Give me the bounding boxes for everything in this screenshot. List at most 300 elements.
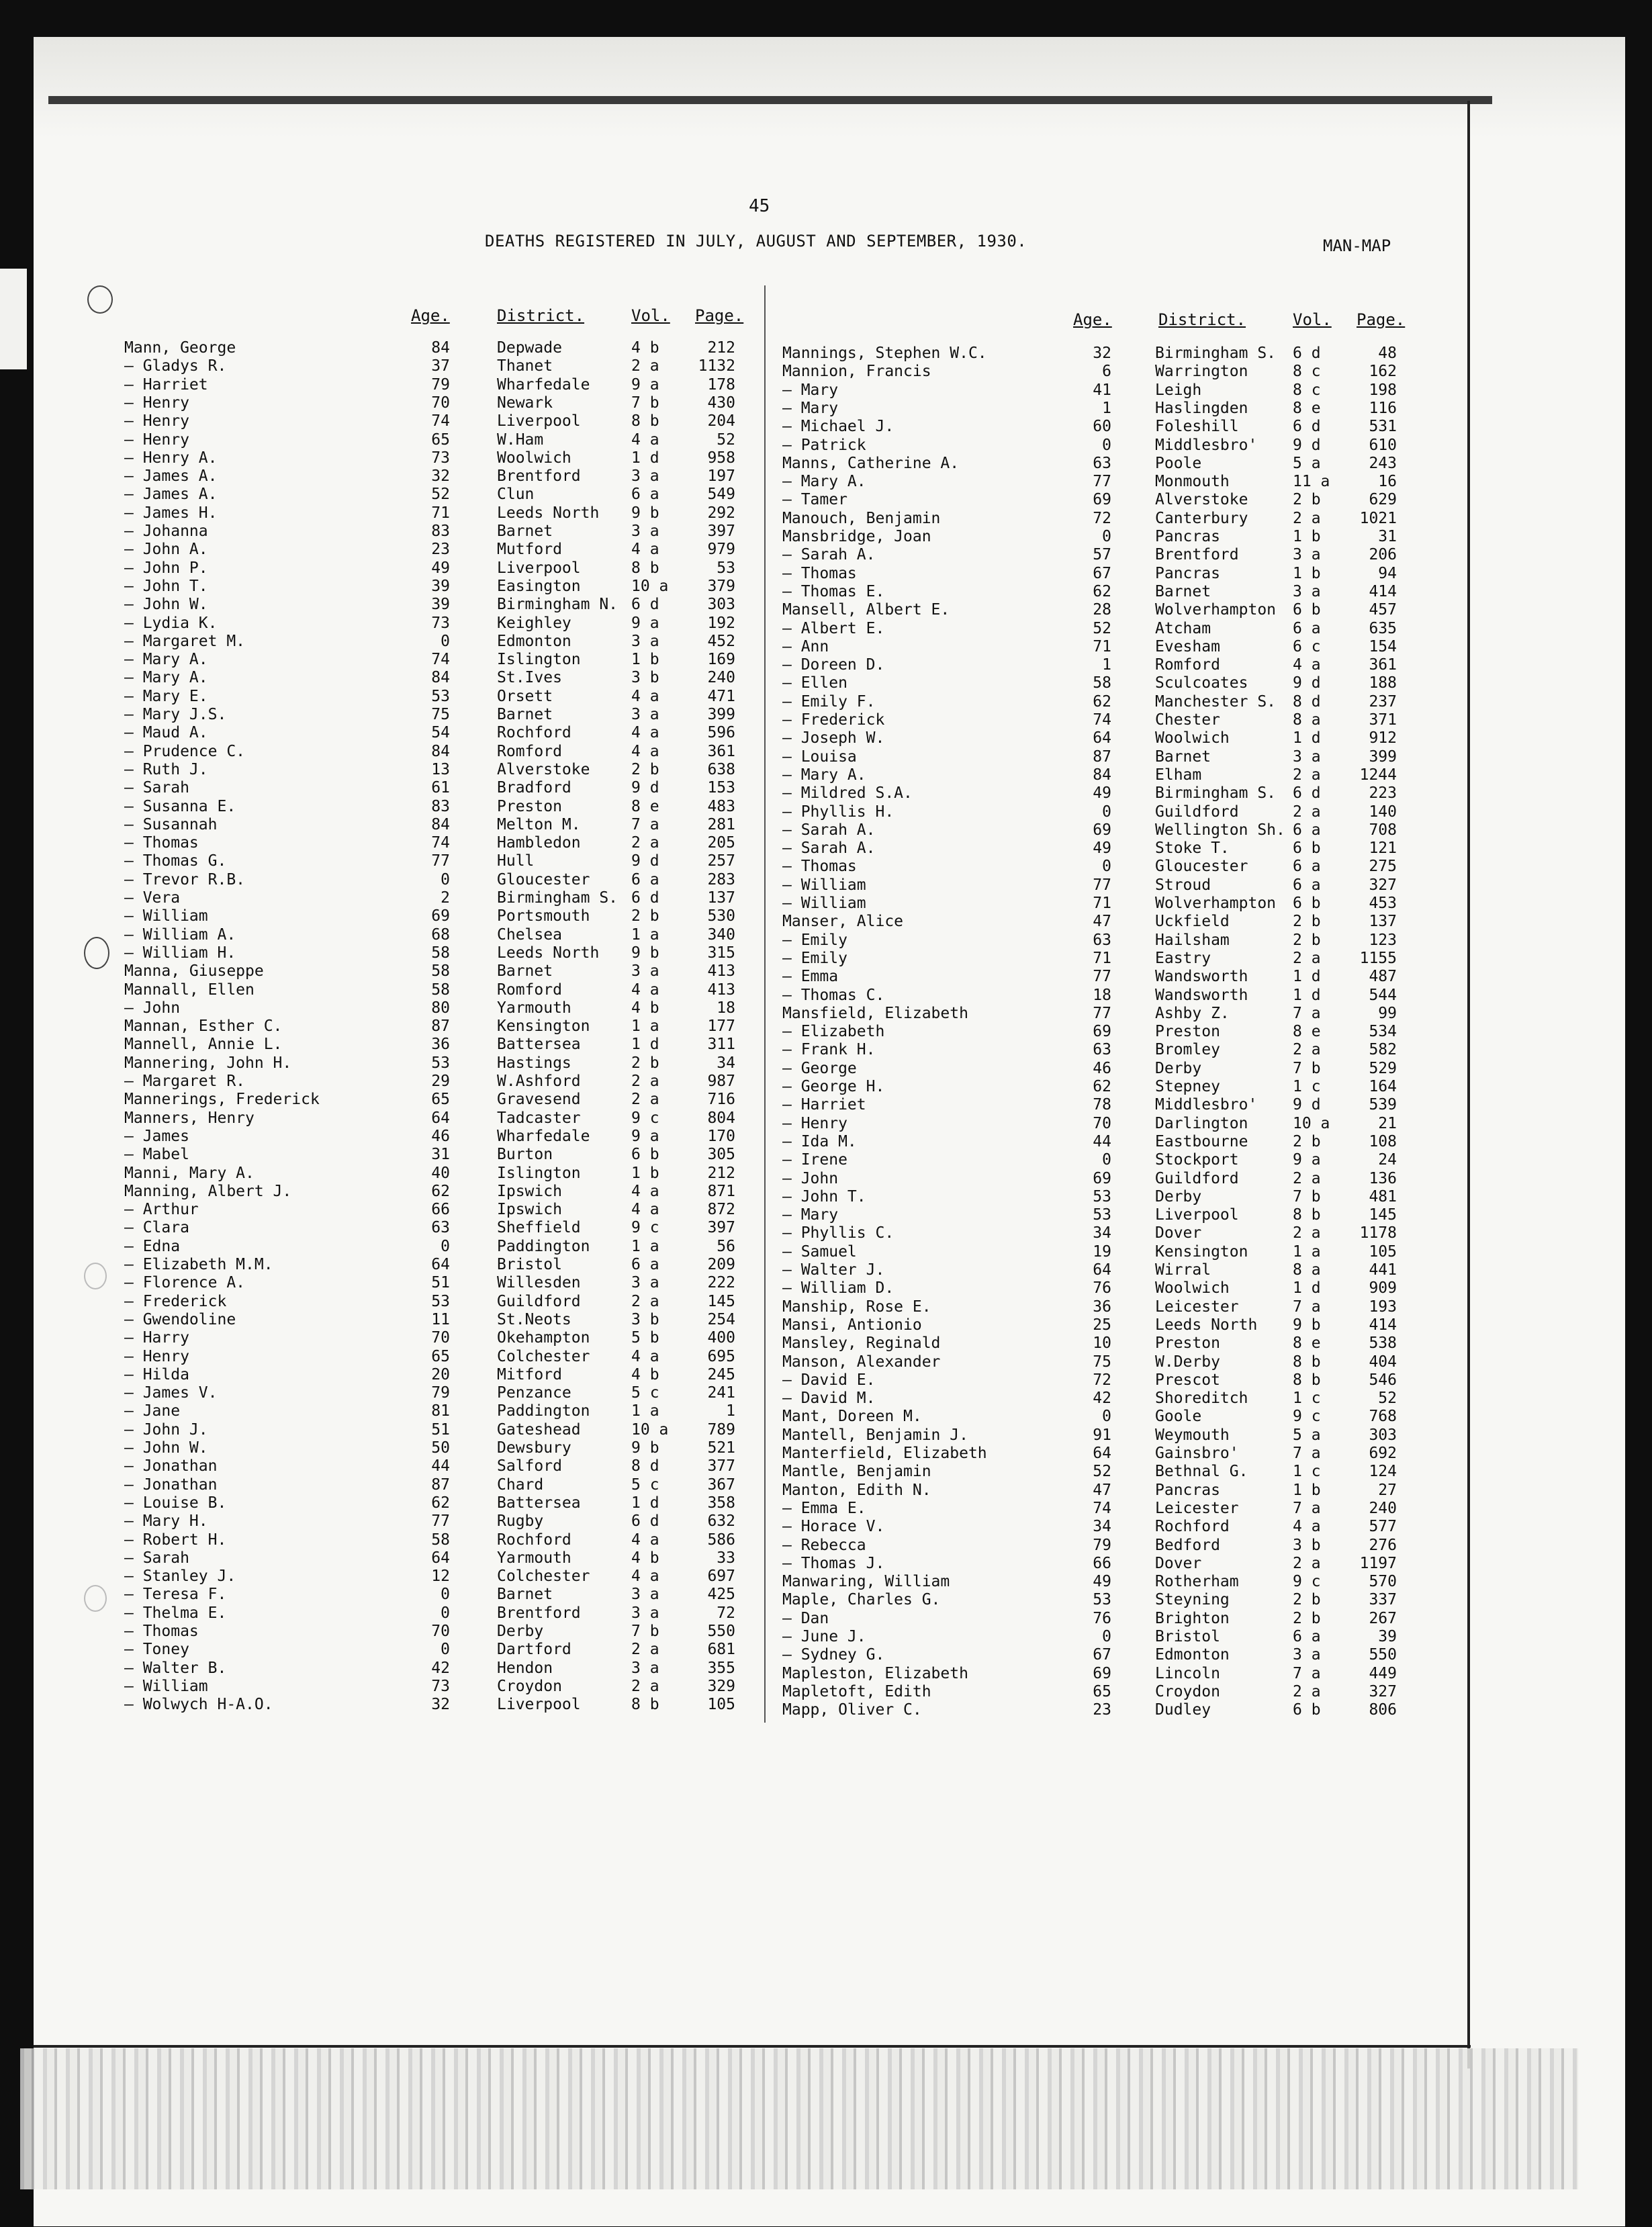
entry-age: 79 xyxy=(431,1384,450,1402)
entry-page: 154 xyxy=(1369,637,1397,655)
entry-age: 1 xyxy=(1102,656,1111,674)
entry-age: 41 xyxy=(1093,381,1111,399)
page-title: DEATHS REGISTERED IN JULY, AUGUST AND SEPTEMBER, 1930. xyxy=(485,232,1027,251)
entry-name: Mapp, Oliver C. xyxy=(782,1701,922,1719)
entry-vol: 6 a xyxy=(1293,858,1321,876)
entry-district: Gravesend xyxy=(497,1091,581,1109)
entry-district: Guildford xyxy=(497,1292,581,1310)
entry-name: — John T. xyxy=(782,1187,866,1206)
entry-name: Manning, Albert J. xyxy=(124,1182,292,1200)
entry-name: — George xyxy=(782,1059,857,1077)
entry-district: Easington xyxy=(497,577,581,595)
entry-vol: 8 a xyxy=(1293,1261,1321,1279)
entry-vol: 2 a xyxy=(631,357,659,375)
entry-age: 0 xyxy=(1102,1628,1111,1645)
entry-age: 19 xyxy=(1093,1242,1111,1261)
entry-vol: 8 e xyxy=(1293,399,1321,417)
entry-name: — Louise B. xyxy=(124,1494,227,1512)
entry-age: 87 xyxy=(431,1475,450,1494)
entry-age: 87 xyxy=(431,1017,450,1036)
entry-district: Edmonton xyxy=(497,632,571,650)
entry-name: — Teresa F. xyxy=(124,1586,227,1604)
entry-age: 0 xyxy=(441,1586,450,1604)
entry-name: — Hilda xyxy=(124,1365,189,1383)
entry-age: 72 xyxy=(1093,509,1111,527)
entry-vol: 8 b xyxy=(631,559,659,577)
entry-name: Manwaring, William xyxy=(782,1573,950,1591)
entry-vol: 8 b xyxy=(1293,1206,1321,1224)
entry-district: Orsett xyxy=(497,687,553,705)
entry-vol: 6 b xyxy=(1293,895,1321,912)
entry-age: 53 xyxy=(431,1292,450,1310)
entry-name: — Prudence C. xyxy=(124,742,246,760)
entry-district: Wirral xyxy=(1155,1261,1211,1279)
entry-vol: 3 a xyxy=(1293,1646,1321,1664)
entry-vol: 8 e xyxy=(631,797,659,815)
entry-district: Wandsworth xyxy=(1155,986,1248,1004)
binding-hole xyxy=(84,1585,107,1612)
entry-age: 78 xyxy=(1093,1096,1111,1114)
entry-vol: 2 a xyxy=(1293,1554,1321,1572)
entry-district: Rochford xyxy=(497,1531,571,1549)
entry-name: Manns, Catherine A. xyxy=(782,454,960,472)
entry-district: Stockport xyxy=(1155,1151,1239,1169)
entry-district: Wharfedale xyxy=(497,375,590,394)
entry-district: Islington xyxy=(497,1164,581,1182)
entry-page: 1197 xyxy=(1359,1554,1397,1572)
entry-age: 87 xyxy=(1093,747,1111,766)
entry-age: 75 xyxy=(431,706,450,723)
entry-district: Yarmouth xyxy=(497,1549,571,1567)
entry-age: 44 xyxy=(1093,1132,1111,1150)
entry-vol: 11 a xyxy=(1293,473,1330,491)
entry-vol: 7 a xyxy=(631,815,659,833)
entry-vol: 1 a xyxy=(631,925,659,944)
entry-page: 872 xyxy=(707,1201,735,1219)
entry-age: 32 xyxy=(1093,345,1111,362)
entry-name: Mannell, Annie L. xyxy=(124,1036,283,1054)
entry-name: — Patrick xyxy=(782,436,866,454)
entry-vol: 2 a xyxy=(631,834,659,852)
entry-page: 430 xyxy=(707,394,735,412)
entry-page: 48 xyxy=(1378,345,1397,362)
entry-page: 212 xyxy=(707,1164,735,1182)
entry-age: 49 xyxy=(1093,784,1111,803)
entry-district: Pancras xyxy=(1155,1481,1220,1499)
entry-name: Mannerings, Frederick xyxy=(124,1091,320,1109)
entry-name: Manterfield, Elizabeth xyxy=(782,1445,987,1462)
entry-vol: 2 b xyxy=(631,1054,659,1072)
entry-vol: 6 c xyxy=(1293,637,1321,655)
entry-page: 31 xyxy=(1378,528,1397,545)
entry-name: — Elizabeth M.M. xyxy=(124,1256,273,1273)
entry-page: 27 xyxy=(1378,1481,1397,1499)
entry-district: Birmingham S. xyxy=(1155,345,1277,362)
entry-name: — Emma xyxy=(782,968,839,986)
entry-district: Birmingham S. xyxy=(497,889,618,907)
entry-district: W.Derby xyxy=(1155,1353,1220,1371)
entry-district: Brighton xyxy=(1155,1609,1230,1627)
binding-hole xyxy=(84,1263,107,1289)
entry-page: 281 xyxy=(707,815,735,833)
entry-vol: 2 b xyxy=(1293,491,1321,509)
entry-page: 355 xyxy=(707,1659,735,1677)
entry-district: Middlesbro' xyxy=(1155,436,1258,454)
entry-district: Brentford xyxy=(497,1604,581,1622)
right-header-district: District. xyxy=(1158,310,1246,329)
entry-district: Rotherham xyxy=(1155,1573,1239,1591)
column-divider xyxy=(764,285,766,1723)
entry-vol: 2 a xyxy=(631,1677,659,1695)
entry-name: — John P. xyxy=(124,559,208,577)
entry-page: 358 xyxy=(707,1494,735,1512)
entry-page: 379 xyxy=(707,577,735,595)
entry-vol: 7 b xyxy=(1293,1187,1321,1206)
entry-district: Birmingham S. xyxy=(1155,784,1277,803)
entry-age: 76 xyxy=(1093,1609,1111,1627)
entry-name: — Toney xyxy=(124,1641,189,1659)
entry-vol: 1 c xyxy=(1293,1463,1321,1481)
entry-name: Manton, Edith N. xyxy=(782,1481,931,1499)
entry-district: Wolverhampton xyxy=(1155,601,1277,619)
entry-page: 209 xyxy=(707,1256,735,1273)
entry-page: 453 xyxy=(1369,895,1397,912)
entry-vol: 4 a xyxy=(631,1531,659,1549)
entry-age: 69 xyxy=(1093,1169,1111,1187)
entry-age: 0 xyxy=(441,1641,450,1659)
entry-district: Romford xyxy=(1155,656,1220,674)
entry-vol: 8 a xyxy=(1293,711,1321,729)
entry-name: — William A. xyxy=(124,925,236,944)
entry-page: 534 xyxy=(1369,1023,1397,1041)
entry-district: Prescot xyxy=(1155,1371,1220,1389)
entry-age: 91 xyxy=(1093,1426,1111,1444)
entry-age: 18 xyxy=(1093,986,1111,1004)
entry-name: Mannan, Esther C. xyxy=(124,1017,283,1036)
entry-district: Barnet xyxy=(1155,582,1211,600)
entry-vol: 3 a xyxy=(1293,747,1321,766)
entry-page: 361 xyxy=(707,742,735,760)
entry-age: 58 xyxy=(431,1531,450,1549)
entry-page: 1244 xyxy=(1359,766,1397,784)
entry-district: Alverstoke xyxy=(497,760,590,778)
entry-name: — Henry xyxy=(124,412,189,430)
entry-district: Manchester S. xyxy=(1155,692,1277,711)
entry-age: 47 xyxy=(1093,1481,1111,1499)
entry-name: — John xyxy=(124,999,181,1017)
entry-vol: 1 c xyxy=(1293,1390,1321,1408)
entry-vol: 8 d xyxy=(631,1457,659,1475)
entry-district: Portsmouth xyxy=(497,907,590,925)
entry-vol: 3 a xyxy=(631,522,659,540)
entry-age: 62 xyxy=(1093,582,1111,600)
entry-name: — John J. xyxy=(124,1420,208,1439)
entry-district: Ipswich xyxy=(497,1182,562,1200)
entry-age: 39 xyxy=(431,577,450,595)
entry-vol: 7 b xyxy=(1293,1059,1321,1077)
entry-district: Leeds North xyxy=(1155,1316,1258,1334)
entry-district: Leigh xyxy=(1155,381,1202,399)
entry-district: Chester xyxy=(1155,711,1220,729)
entry-age: 57 xyxy=(1093,546,1111,564)
entry-age: 20 xyxy=(431,1365,450,1383)
entry-district: Steyning xyxy=(1155,1591,1230,1609)
entry-age: 58 xyxy=(431,981,450,999)
entry-age: 84 xyxy=(431,742,450,760)
entry-age: 53 xyxy=(431,1054,450,1072)
entry-name: — Thelma E. xyxy=(124,1604,227,1622)
entry-age: 70 xyxy=(1093,1114,1111,1132)
entry-page: 337 xyxy=(1369,1591,1397,1609)
entry-name: Mantell, Benjamin J. xyxy=(782,1426,968,1444)
entry-district: Sculcoates xyxy=(1155,674,1248,692)
entry-page: 531 xyxy=(1369,418,1397,436)
entry-district: Ashby Z. xyxy=(1155,1004,1230,1022)
entry-vol: 10 a xyxy=(631,1420,669,1439)
entry-age: 84 xyxy=(1093,766,1111,784)
entry-name: — Rebecca xyxy=(782,1536,866,1554)
entry-district: W.Ham xyxy=(497,430,544,449)
entry-age: 61 xyxy=(431,779,450,797)
entry-name: Manners, Henry xyxy=(124,1109,255,1127)
right-header-page: Page. xyxy=(1357,310,1406,329)
left-header-page: Page. xyxy=(695,306,744,325)
entry-page: 56 xyxy=(717,1237,735,1255)
entry-name: — Arthur xyxy=(124,1201,199,1219)
entry-page: 377 xyxy=(707,1457,735,1475)
entry-district: Stoke T. xyxy=(1155,839,1230,858)
entry-page: 245 xyxy=(707,1365,735,1383)
entry-page: 53 xyxy=(717,559,735,577)
entry-district: Bethnal G. xyxy=(1155,1463,1248,1481)
entry-district: Leeds North xyxy=(497,504,600,522)
entry-name: — Joseph W. xyxy=(782,729,885,747)
entry-age: 53 xyxy=(1093,1591,1111,1609)
entry-age: 31 xyxy=(431,1146,450,1164)
entry-name: — John A. xyxy=(124,541,208,559)
entry-age: 0 xyxy=(441,1237,450,1255)
entry-page: 457 xyxy=(1369,601,1397,619)
entry-name: — Frederick xyxy=(124,1292,227,1310)
entry-page: 414 xyxy=(1369,582,1397,600)
entry-vol: 2 a xyxy=(1293,1169,1321,1187)
entry-page: 414 xyxy=(1369,1316,1397,1334)
entry-vol: 4 a xyxy=(631,430,659,449)
entry-page: 529 xyxy=(1369,1059,1397,1077)
entry-age: 46 xyxy=(1093,1059,1111,1077)
entry-vol: 6 b xyxy=(1293,601,1321,619)
entry-district: Preston xyxy=(1155,1334,1220,1353)
entry-vol: 9 d xyxy=(631,779,659,797)
entry-page: 16 xyxy=(1378,473,1397,491)
entry-page: 145 xyxy=(707,1292,735,1310)
entry-district: Preston xyxy=(1155,1023,1220,1041)
entry-name: Manouch, Benjamin xyxy=(782,509,941,527)
entry-district: Sheffield xyxy=(497,1219,581,1237)
entry-name: — Robert H. xyxy=(124,1531,227,1549)
entry-district: Gloucester xyxy=(1155,858,1248,876)
entry-vol: 4 a xyxy=(631,724,659,742)
entry-page: 471 xyxy=(707,687,735,705)
entry-name: — Louisa xyxy=(782,747,857,766)
entry-page: 987 xyxy=(707,1073,735,1090)
entry-vol: 3 a xyxy=(631,706,659,723)
entry-district: Monmouth xyxy=(1155,473,1230,491)
entry-district: Newark xyxy=(497,394,553,412)
entry-page: 237 xyxy=(1369,692,1397,711)
entry-page: 327 xyxy=(1369,876,1397,894)
entry-district: Hendon xyxy=(497,1659,553,1677)
entry-district: Bradford xyxy=(497,779,571,797)
entry-vol: 7 a xyxy=(1293,1004,1321,1022)
entry-vol: 1 b xyxy=(631,1164,659,1182)
entry-page: 206 xyxy=(1369,546,1397,564)
entry-name: — Mary H. xyxy=(124,1512,208,1531)
entry-page: 52 xyxy=(717,430,735,449)
entry-name: — Henry xyxy=(124,430,189,449)
entry-vol: 6 a xyxy=(631,1256,659,1273)
entry-age: 25 xyxy=(1093,1316,1111,1334)
entry-vol: 6 d xyxy=(1293,784,1321,803)
entry-vol: 8 b xyxy=(631,412,659,430)
entry-district: Leicester xyxy=(1155,1499,1239,1517)
entry-vol: 9 a xyxy=(1293,1151,1321,1169)
entry-vol: 1 a xyxy=(631,1237,659,1255)
entry-page: 108 xyxy=(1369,1132,1397,1150)
entry-age: 81 xyxy=(431,1402,450,1420)
entry-age: 23 xyxy=(431,541,450,559)
entry-name: Mansfield, Elizabeth xyxy=(782,1004,968,1022)
entry-age: 0 xyxy=(1102,528,1111,545)
entry-district: Barnet xyxy=(497,962,553,981)
entry-page: 327 xyxy=(1369,1682,1397,1700)
entry-district: Leicester xyxy=(1155,1298,1239,1316)
right-frame-line xyxy=(1467,101,1470,2069)
entry-age: 70 xyxy=(431,1623,450,1640)
entry-name: — Gladys R. xyxy=(124,357,227,375)
entry-name: — Margaret R. xyxy=(124,1073,246,1090)
entry-age: 62 xyxy=(431,1494,450,1512)
entry-age: 65 xyxy=(431,430,450,449)
entry-age: 42 xyxy=(1093,1390,1111,1408)
entry-district: Atcham xyxy=(1155,619,1211,637)
entry-vol: 2 a xyxy=(631,1292,659,1310)
entry-name: — George H. xyxy=(782,1078,885,1095)
entry-page: 170 xyxy=(707,1127,735,1145)
entry-district: Chelsea xyxy=(497,925,562,944)
entry-age: 44 xyxy=(431,1457,450,1475)
entry-page: 276 xyxy=(1369,1536,1397,1554)
entry-vol: 6 d xyxy=(631,889,659,907)
entry-name: — Lydia K. xyxy=(124,614,218,632)
entry-vol: 2 a xyxy=(1293,509,1321,527)
entry-age: 32 xyxy=(431,467,450,486)
entry-district: Croydon xyxy=(1155,1682,1220,1700)
entry-vol: 1 d xyxy=(631,449,659,467)
entry-district: Liverpool xyxy=(497,1696,581,1714)
entry-district: Paddington xyxy=(497,1402,590,1420)
entry-name: — Elizabeth xyxy=(782,1023,885,1041)
entry-vol: 1 a xyxy=(631,1017,659,1036)
entry-name: — Ann xyxy=(782,637,829,655)
entry-district: St.Neots xyxy=(497,1310,571,1328)
entry-vol: 3 a xyxy=(1293,546,1321,564)
entry-age: 79 xyxy=(1093,1536,1111,1554)
entry-district: Battersea xyxy=(497,1036,581,1054)
entry-page: 121 xyxy=(1369,839,1397,858)
entry-vol: 7 b xyxy=(631,394,659,412)
entry-name: Manship, Rose E. xyxy=(782,1298,931,1316)
entry-age: 53 xyxy=(1093,1206,1111,1224)
entry-age: 68 xyxy=(431,925,450,944)
entry-age: 63 xyxy=(1093,931,1111,949)
entry-page: 539 xyxy=(1369,1096,1397,1114)
left-header-vol: Vol. xyxy=(631,306,670,325)
entry-district: Hailsham xyxy=(1155,931,1230,949)
entry-name: — Harriet xyxy=(124,375,208,394)
entry-district: Guildford xyxy=(1155,1169,1239,1187)
entry-age: 73 xyxy=(431,614,450,632)
entry-name: — Samuel xyxy=(782,1242,857,1261)
entry-district: Melton M. xyxy=(497,815,581,833)
entry-page: 692 xyxy=(1369,1445,1397,1462)
entry-district: Salford xyxy=(497,1457,562,1475)
entry-vol: 4 a xyxy=(631,1347,659,1365)
entry-district: Woolwich xyxy=(1155,1279,1230,1298)
entry-page: 162 xyxy=(1369,363,1397,381)
entry-age: 58 xyxy=(1093,674,1111,692)
entry-age: 1 xyxy=(1102,399,1111,417)
entry-vol: 1 b xyxy=(1293,528,1321,545)
entry-page: 275 xyxy=(1369,858,1397,876)
entry-district: Pancras xyxy=(1155,564,1220,582)
entry-district: Kensington xyxy=(497,1017,590,1036)
binding-hole xyxy=(84,937,109,969)
entry-page: 340 xyxy=(707,925,735,944)
entry-vol: 8 e xyxy=(1293,1334,1321,1353)
entry-district: Clun xyxy=(497,486,535,504)
entry-age: 66 xyxy=(1093,1554,1111,1572)
entry-name: — Thomas E. xyxy=(782,582,885,600)
entry-page: 303 xyxy=(1369,1426,1397,1444)
entry-district: Middlesbro' xyxy=(1155,1096,1258,1114)
entry-page: 24 xyxy=(1378,1151,1397,1169)
entry-age: 62 xyxy=(431,1182,450,1200)
entry-page: 311 xyxy=(707,1036,735,1054)
entry-name: Mannion, Francis xyxy=(782,363,931,381)
entry-page: 303 xyxy=(707,596,735,614)
entry-vol: 9 a xyxy=(631,1127,659,1145)
entry-district: Alverstoke xyxy=(1155,491,1248,509)
entry-page: 292 xyxy=(707,504,735,522)
entry-district: Bromley xyxy=(1155,1041,1220,1059)
entry-district: Birmingham N. xyxy=(497,596,618,614)
entry-age: 69 xyxy=(1093,821,1111,839)
entry-page: 72 xyxy=(717,1604,735,1622)
entry-age: 71 xyxy=(431,504,450,522)
entry-name: — Mildred S.A. xyxy=(782,784,913,803)
entry-vol: 9 d xyxy=(1293,674,1321,692)
entry-vol: 2 a xyxy=(631,1091,659,1109)
entry-page: 441 xyxy=(1369,1261,1397,1279)
entry-page: 399 xyxy=(1369,747,1397,766)
entry-district: Chard xyxy=(497,1475,544,1494)
entry-page: 177 xyxy=(707,1017,735,1036)
entry-vol: 9 c xyxy=(631,1109,659,1127)
entry-name: — Johanna xyxy=(124,522,208,540)
entry-name: — Harry xyxy=(124,1329,189,1347)
entry-vol: 9 b xyxy=(631,944,659,962)
